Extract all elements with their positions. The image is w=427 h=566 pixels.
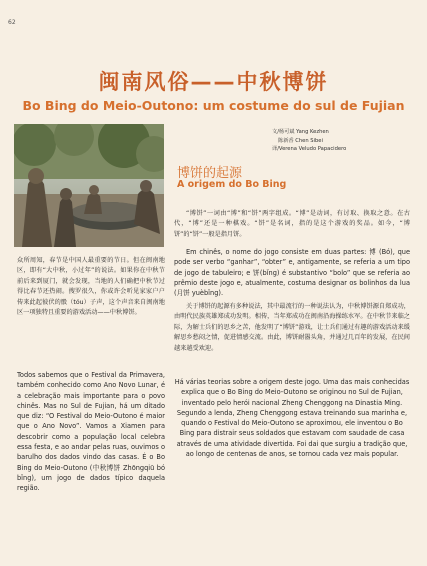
- author-credits: [272, 128, 422, 154]
- article-title-portuguese: Bo Bing do Meio-Outono: um costume do sul de Fujian: [22, 98, 405, 113]
- right-paragraph-4-portuguese: Há várias teorias sobre a origem deste jogo. Uma das mais conhecidas explica que o Bo Bing do Meio-Outono se originou no Sul de Fujian, inventado pelo herói nacional Zheng Chenggong na Dinastia Ming. Segundo a lenda, Zheng Chenggong estava treinando sua marinha e, quando o Festival do Meio-Outono se aproximou, ele inventou o Bo Bing para distrair seus soldados que estavam com saudade de casa através de uma atividade divertida. Foi dai que surgiu a tradição que, ao longo de centenas de anos, se tornou cada vez mais popular.: [174, 378, 410, 459]
- credit-line: 译/Verena Veludo Papacidero: [272, 146, 347, 152]
- left-paragraph-chinese: 众所周知，春节是中国人最重要的节日。但在闽南地区，即有“大中秋，小过年”的说法。如果你在中秋节前后来到厦门，就会发现，当地的人们确把中秋节过得比春节还热闹。搜罗很久，你或许会听见家家户户传来此起彼伏的骰（tóu）子声，这个声音来自闽南地区一项独特且重要的游戏活动——中秋博饼。: [17, 257, 165, 317]
- photo-illustration: [14, 124, 164, 247]
- article-title-chinese: 闽南风俗——中秋博饼: [98, 70, 329, 94]
- right-paragraph-3-chinese: 关于博饼的起源有多种说法，其中最流行的一种说法认为，中秋博饼源自郑成功，由明代民族英雄郑成功发明。相传，当年郑成功在闽南沿海操练水军。在中秋节来临之际，为解士兵们的思乡之苦，他发明了“博饼”游戏，让士兵们通过有趣的游戏活动来缓解思乡愁闷之情，促进情感交流。由此，博饼耐嚣头角，并通过几百年的发展，在民间越来越受欢迎。: [174, 303, 410, 352]
- credit-line: 陈新香 Chen Sibei: [278, 137, 323, 144]
- page-number: 62: [8, 19, 16, 26]
- right-paragraph-2-portuguese: Em chinês, o nome do jogo consiste em duas partes: 博 (Bó), que pode ser verbo “ganhar”, “obter” e, antigamente, se referia a um tipo de jogo de tabuleiro; e 饼(bǐng) é substantivo “bolo” que se referia ao prêmio deste jogo e, atualmente, costuma designar os bolinhos da lua (月饼 yuèbǐng).: [174, 248, 410, 298]
- section-title-portuguese: A origem do Bo Bing: [177, 179, 287, 190]
- left-paragraph-portuguese: Todos sabemos que o Festival da Primavera, também conhecido como Ano Novo Lunar, é a celebração mais importante para o povo chinês. Mas no Sul de Fujian, há um ditado que diz: “O Festival do Meio-Outono é maior que o Ano Novo”. Vamos a Xiamen para descobrir como a população local celebra essa festa, e ao andar pelas ruas, ouvimos o barulho dos dados vindo das casas. É o Bo Bing do Meio-Outono (中秋博饼 Zhōngqiū bó bǐng), um jogo de dados típico daquela região.: [17, 371, 165, 493]
- credit-line: 文/杨可斌 Yang Kezhen: [272, 129, 329, 135]
- sculpture-photo: [14, 124, 164, 247]
- section-title-chinese: 博饼的起源: [177, 166, 243, 181]
- right-paragraph-1-chinese: “博饼”一词由“博”和“饼”两字组成。“博”是动词，有讨取、换取之意。在古代，“博”还是一种棋戏。“饼”是名词，指的是这个游戏的奖品。如今，“博饼”的“饼”一般是指月饼。: [174, 210, 410, 238]
